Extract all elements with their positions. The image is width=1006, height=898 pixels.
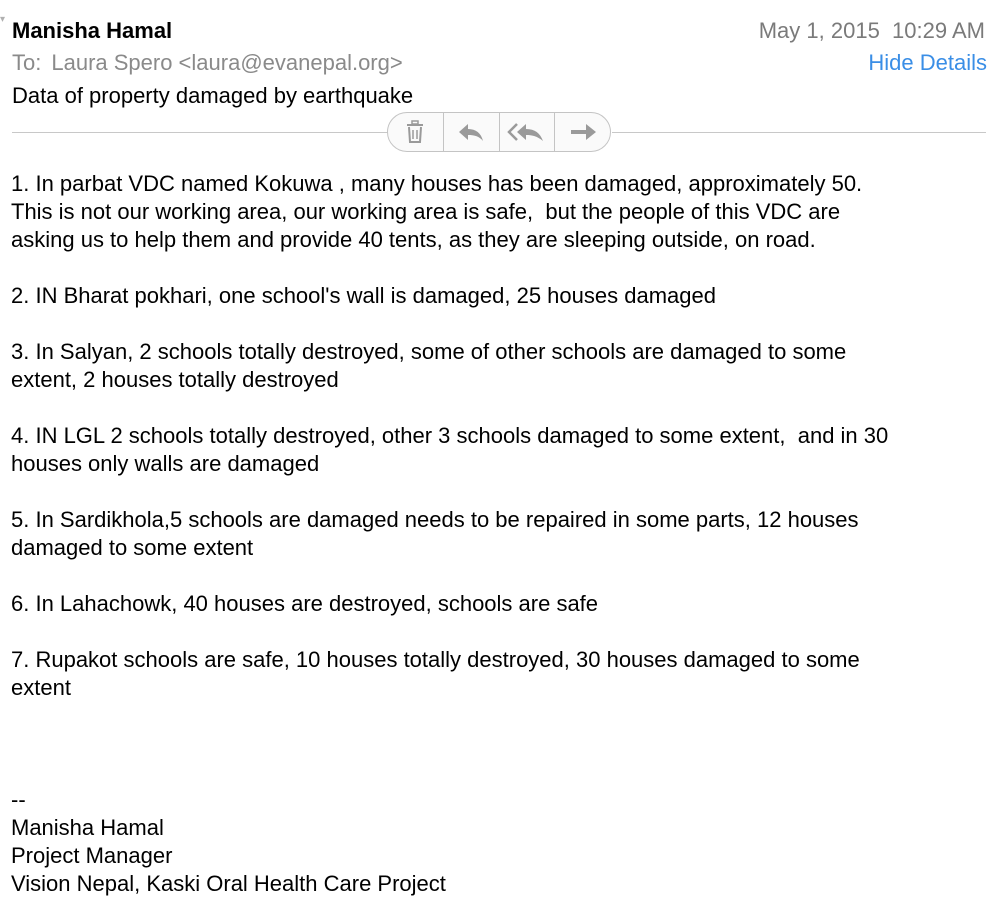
reply-all-icon bbox=[507, 121, 547, 143]
email-subject: Data of property damaged by earthquake bbox=[12, 83, 414, 108]
signature-organization: Vision Nepal, Kaski Oral Health Care Project bbox=[11, 871, 446, 896]
reply-button[interactable] bbox=[444, 113, 499, 151]
reply-icon bbox=[456, 121, 486, 143]
trash-icon bbox=[404, 120, 426, 144]
reply-all-button[interactable] bbox=[500, 113, 555, 151]
email-date-day: May 1, 2015 bbox=[758, 18, 880, 43]
signature-title: Project Manager bbox=[11, 843, 173, 868]
signature-separator: -- bbox=[11, 787, 26, 812]
header-divider-right bbox=[612, 132, 986, 133]
email-body bbox=[11, 170, 996, 730]
expand-notch-icon: ▾ bbox=[0, 14, 6, 25]
body-paragraph: 5. In Sardikhola,5 schools are damaged needs to be repaired in some parts, 12 houses damaged to some extent bbox=[11, 507, 859, 560]
forward-icon bbox=[568, 121, 598, 143]
delete-button[interactable] bbox=[388, 113, 443, 151]
body-paragraph: 2. IN Bharat pokhari, one school's wall is damaged, 25 houses damaged bbox=[11, 283, 716, 308]
body-paragraph: 4. IN LGL 2 schools totally destroyed, other 3 schools damaged to some extent, and in 30 houses only walls are damaged bbox=[11, 423, 889, 476]
message-action-toolbar bbox=[387, 112, 611, 152]
body-paragraph: 6. In Lahachowk, 40 houses are destroyed, schools are safe bbox=[11, 591, 599, 616]
hide-details-link[interactable]: Hide Details bbox=[868, 50, 987, 75]
body-paragraph: 1. In parbat VDC named Kokuwa , many houses has been damaged, approximately 50. This is not our working area, our working area is safe, but the people of this VDC are asking us to help them and provide 40 tents, as they are sleeping outside, on road. bbox=[11, 171, 863, 252]
email-date-time: 10:29 AM bbox=[892, 18, 985, 43]
email-date bbox=[759, 17, 985, 45]
body-paragraph: 7. Rupakot schools are safe, 10 houses totally destroyed, 30 houses damaged to some extent bbox=[11, 647, 860, 700]
email-header bbox=[0, 0, 1006, 160]
to-label: To: bbox=[12, 50, 42, 75]
recipient-address[interactable]: Laura Spero <laura@evanepal.org> bbox=[51, 50, 403, 75]
forward-button[interactable] bbox=[555, 113, 610, 151]
signature-name: Manisha Hamal bbox=[11, 815, 164, 840]
recipient-line bbox=[12, 49, 403, 77]
sender-name: Manisha Hamal bbox=[12, 18, 173, 43]
body-paragraph: 3. In Salyan, 2 schools totally destroyed, some of other schools are damaged to some extent, 2 houses totally destroyed bbox=[11, 339, 847, 392]
header-divider-left bbox=[12, 132, 388, 133]
email-signature bbox=[11, 786, 446, 898]
